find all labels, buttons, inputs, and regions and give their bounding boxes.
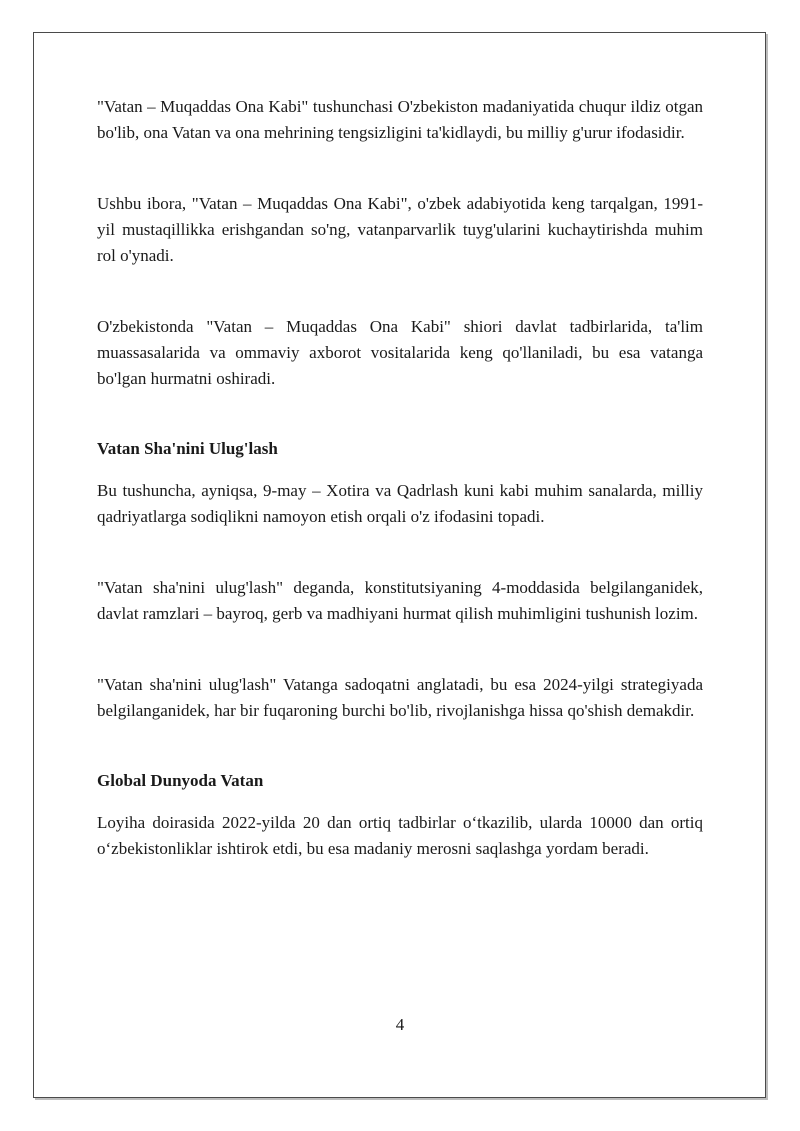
section1-paragraph-1: Bu tushuncha, ayniqsa, 9-may – Xotira va Qadrlash kuni kabi muhim sanalarda, milliy qadriyatlarga sodiqlikni namoyon etish orqali o'z ifodasini topadi. (97, 481, 703, 526)
page-number: 4 (395, 1015, 405, 1034)
intro-paragraph-2: Ushbu ibora, "Vatan – Muqaddas Ona Kabi", o'zbek adabiyotida keng tarqalgan, 1991-yil mustaqillikka erishgandan so'ng, vatanparvarlik tuyg'ularini kuchaytirishda muhim rol o'ynadi. (97, 194, 703, 265)
section-heading-global-dunyoda: Global Dunyoda Vatan (97, 771, 264, 790)
section-heading-vatan-shanini: Vatan Sha'nini Ulug'lash (97, 439, 278, 458)
section2-paragraph-1: Loyiha doirasida 2022-yilda 20 dan ortiq tadbirlar o‘tkazilib, ularda 10000 dan ortiq o‘zbekistonliklar ishtirok etdi, bu esa madaniy merosni saqlashga yordam beradi. (97, 813, 703, 858)
intro-paragraph-3: O'zbekistonda "Vatan – Muqaddas Ona Kabi" shiori davlat tadbirlarida, ta'lim muassasalarida va ommaviy axborot vositalarida keng qo'llaniladi, bu esa vatanga bo'lgan hurmatni oshiradi. (97, 317, 703, 388)
intro-paragraph-1: "Vatan – Muqaddas Ona Kabi" tushunchasi O'zbekiston madaniyatida chuqur ildiz otgan bo'lib, ona Vatan va ona mehrining tengsizligini ta'kidlaydi, bu milliy g'urur ifodasidir. (97, 97, 703, 142)
page-content (97, 94, 703, 862)
section1-paragraph-3: "Vatan sha'nini ulug'lash" Vatanga sadoqatni anglatadi, bu esa 2024-yilgi strategiyada belgilanganidek, har bir fuqaroning burchi bo'lib, rivojlanishga hissa qo'shish demakdir. (97, 675, 703, 720)
section1-paragraph-2: "Vatan sha'nini ulug'lash" deganda, konstitutsiyaning 4-moddasida belgilanganidek, davlat ramzlari – bayroq, gerb va madhiyani hurmat qilish muhimligini tushunish lozim. (97, 578, 703, 623)
